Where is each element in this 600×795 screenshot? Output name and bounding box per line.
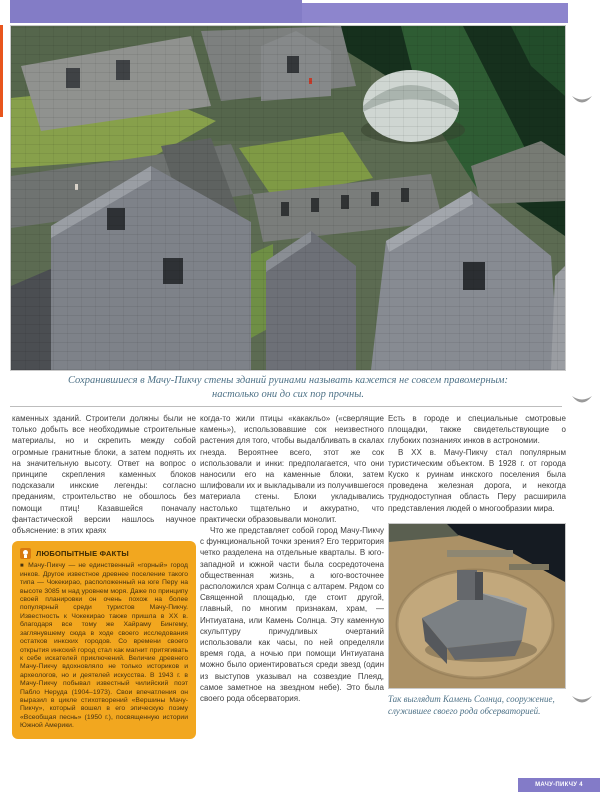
facts-box-title: ЛЮБОПЫТНЫЕ ФАКТЫ bbox=[36, 549, 129, 559]
lightbulb-icon bbox=[20, 548, 31, 559]
small-photo-sun-stone bbox=[388, 523, 566, 689]
facts-box-text bbox=[20, 562, 188, 730]
text-column-1 bbox=[12, 413, 196, 739]
facts-body: Мачу-Пикчу — не единственный «горный» город инков. Другое известное древнее поселение такого типа — Чокекирао, расположенный на юге Перу на высоте 3085 м над уровнем моря. Даже по принципу своей планировки он очень похож на более популярный среди туристов Мачу-Пикчу. Известность к Чокекирао также пришла в XX в. благодаря все тому же Хайраму Бингему, заглянувшему сюда в ходе своего исследования остатков инкских городов. Со времени своего открытия инкский город стал как магнит притягивать к себе искателей приключений. Величие древнего Мачу-Пикчу вдохновляло не только историков и археологов, но и деятелей искусства. В 1943 г. в Мачу-Пикчу побывал известный чилийский поэт Пабло Неруда (1904–1973). Свои впечатления он выразил в цикле стихотворений «Вершины Мачу-Пикчу», который вошел в его эпическую поэму «Всеобщая песнь» (1950 г.), посвященную истории Южной Америки. bbox=[20, 562, 189, 730]
sun-stone-illustration bbox=[389, 524, 565, 688]
main-caption-line1: Сохранившиеся в Мачу-Пикчу стены зданий руинами называть кажется не совсем правомерным: bbox=[67, 375, 509, 386]
col3-paragraph-1: Есть в городе и специальные смотровые площадки, также свидетельствующие о глубоких познаниях инков в астрономии. bbox=[388, 414, 566, 446]
facts-bullet: ■ bbox=[20, 563, 25, 570]
main-photo-illustration bbox=[11, 26, 565, 370]
col3-paragraph-2: В XX в. Мачу-Пикчу стал популярным туристическим объектом. В 1928 г. от города Куско к руинам инкского поселения была проведена железная дорога, и некогда труднодоступная область Перу расширила представления людей о многообразии мира. bbox=[388, 447, 566, 513]
main-photo-machu-picchu bbox=[10, 25, 566, 371]
page-curl-mark-middle bbox=[570, 394, 594, 408]
caption-divider-rule bbox=[10, 406, 562, 407]
main-photo-caption bbox=[10, 374, 566, 402]
main-caption-line2: настолько они до сих пор прочны. bbox=[212, 389, 364, 400]
page-curl-mark-top bbox=[570, 94, 594, 108]
header-bar-left bbox=[10, 0, 302, 23]
text-column-2 bbox=[200, 413, 384, 704]
footer-page-badge: МАЧУ-ПИКЧУ 4 bbox=[518, 778, 600, 792]
facts-box bbox=[12, 541, 196, 738]
text-column-3 bbox=[388, 413, 566, 717]
facts-box-header bbox=[20, 548, 188, 559]
edge-accent-strip bbox=[0, 25, 3, 117]
small-photo-caption: Так выглядит Камень Солнца, сооружение, служившее своего рода обсерваторией. bbox=[388, 693, 555, 716]
col2-paragraph-2: Что же представляет собой город Мачу-Пикчу с функциональной точки зрения? Его территория четко разделена на отдельные кварталы. В юго-западной и южной части была сосредоточена общественная жизнь, а юго-восточнее расположился храм Солнца с алтарем. Рядом со Священной площадью, где стоит другой, главный, по многим признакам, храм, — Интиуатана, или Камень Солнца. Эту каменную скульптуру причудливых очертаний использовали как часы, по ней определяли время года, а ночью при помощи Интиуатана можно было ориентироваться среди звезд (один из выступов указывал на созвездие Плеяд, самое заметное на звездном небе). Это была своего рода обсерватория. bbox=[200, 526, 384, 704]
page-curl-mark-bottom bbox=[570, 694, 594, 708]
col2-paragraph-1: когда-то жили птицы «какакльо» («сверлящие камень»), использовавшие сок неизвестного растения для того, чтобы выдалбливать в скалах гнезда. Вероятнее всего, этот же сок использовали и инки: предполагается, что они наносили его на каменные блоки, затем шлифовали их и выкладывали из получившегося материала стены. Блоки укладывались настолько тщательно и аккуратно, что практически образовывали монолит. bbox=[200, 414, 385, 524]
col1-paragraph: каменных зданий. Строители должны были не только добыть все необходимые строительные материалы, но и скрепить между собой огромные гранитные блоки, а затем поднять их на значительную высоту. Ответ на вопрос о принципе скрепления каменных блоков подсказали инкские легенды: согласно преданиям, строительство не обошлось без помощи птиц! Казавшейся поначалу фантастической версии нашлось научное объяснение: в этих краях bbox=[12, 414, 196, 536]
